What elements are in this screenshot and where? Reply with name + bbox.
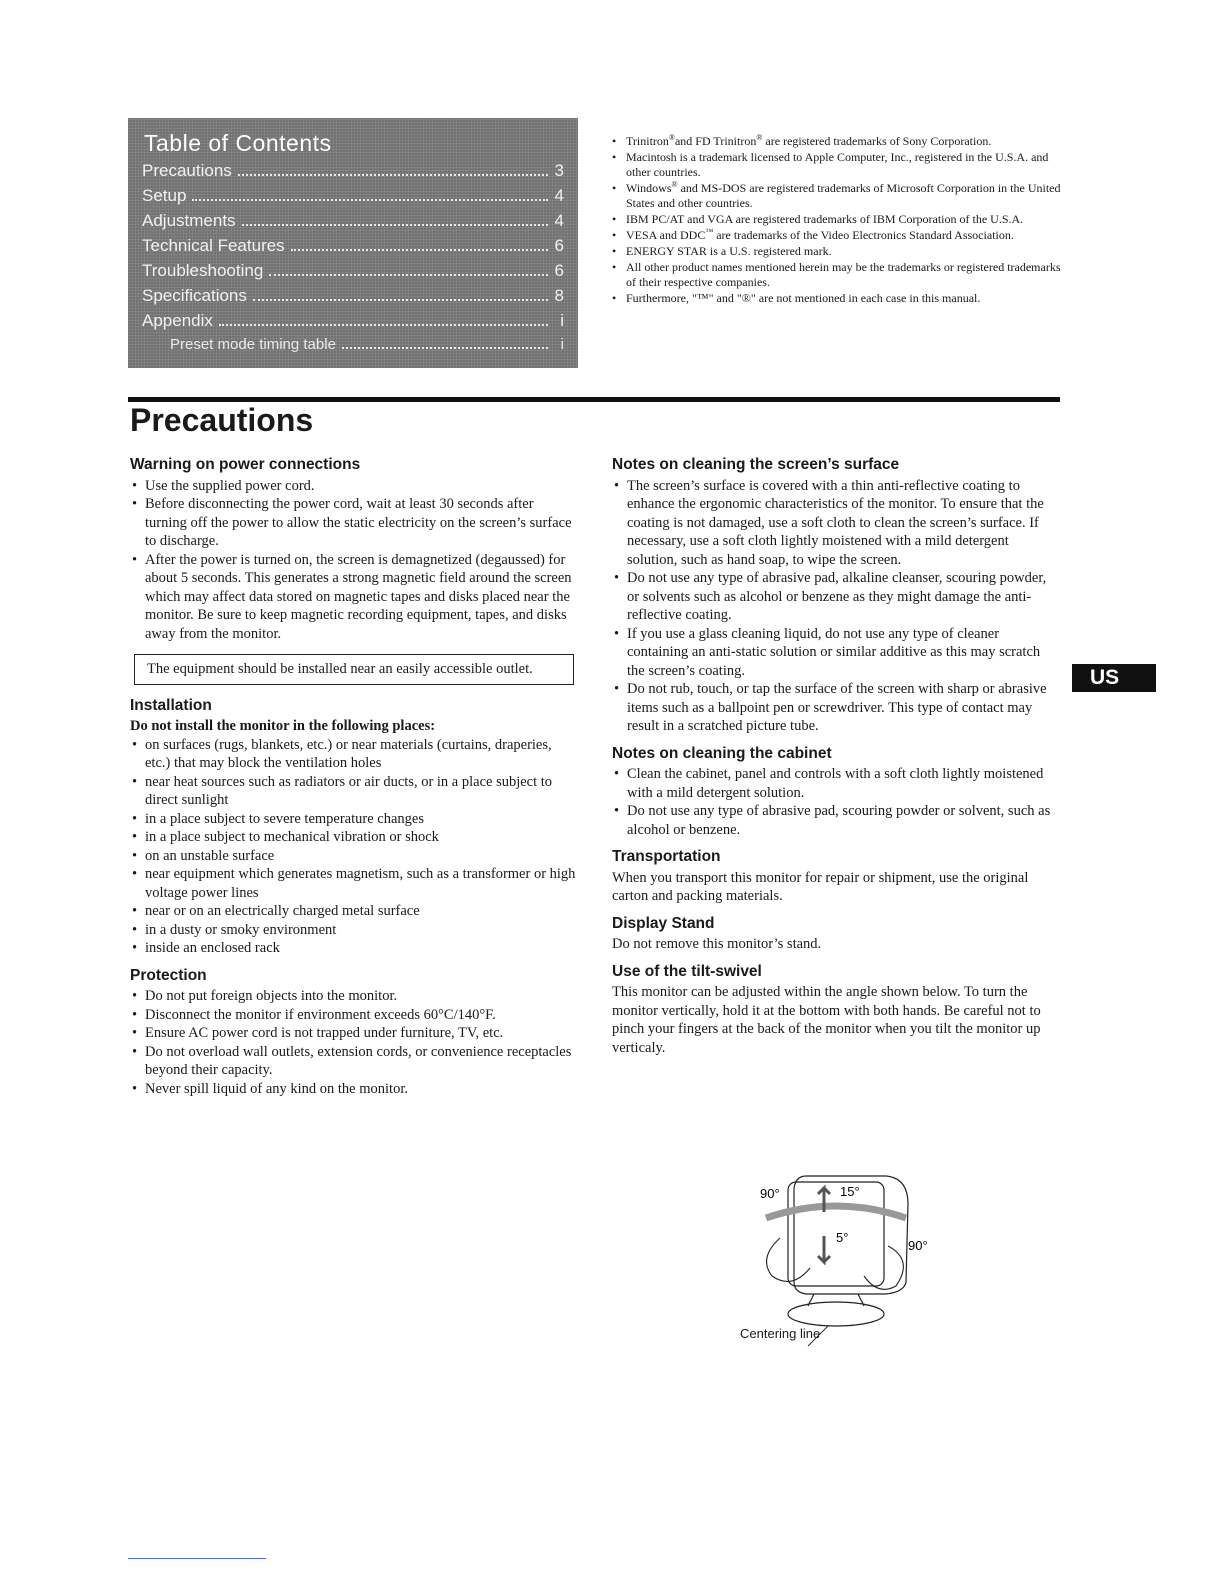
display-stand-section <box>612 915 1060 954</box>
figure-caption: Centering line <box>740 1326 821 1341</box>
trademark-item: • Trinitron®and FD Trinitron® are registered trademarks of Sony Corporation. <box>612 134 1062 149</box>
toc-entry-label: Technical Features <box>142 236 285 255</box>
cabinet-cleaning-section <box>612 745 1060 840</box>
toc-entry-troubleshooting[interactable] <box>142 261 564 286</box>
toc-entry-adjustments[interactable] <box>142 211 564 236</box>
list-item: • Ensure AC power cord is not trapped under furniture, TV, etc. <box>130 1024 578 1043</box>
transportation-section <box>612 848 1060 906</box>
toc-entry-page: 4 <box>554 211 564 230</box>
toc-entry-page: i <box>560 311 564 330</box>
trademark-item: • Furthermore, "™" and "®" are not mentioned in each case in this manual. <box>612 291 1062 306</box>
toc-entry-label: Adjustments <box>142 211 236 230</box>
table-of-contents <box>128 118 578 368</box>
left-column <box>130 456 578 1107</box>
paragraph: When you transport this monitor for repair or shipment, use the original carton and packing materials. <box>612 869 1029 904</box>
list-item: • Never spill liquid of any kind on the monitor. <box>130 1080 578 1099</box>
power-section <box>130 456 578 685</box>
toc-entry-setup[interactable] <box>142 186 564 211</box>
list-item: • on surfaces (rugs, blankets, etc.) or near materials (curtains, draperies, etc.) that may block the ventilation holes <box>130 736 578 773</box>
language-tab: US <box>1072 664 1156 692</box>
list-item: • Do not overload wall outlets, extension cords, or convenience receptacles beyond their capacity. <box>130 1043 578 1080</box>
paragraph: Do not remove this monitor’s stand. <box>612 936 822 952</box>
list-item: • Do not use any type of abrasive pad, scouring powder or solvent, such as alcohol or benzene. <box>612 802 1060 839</box>
angle-label-bottom: 5° <box>836 1230 849 1245</box>
list-item: • Clean the cabinet, panel and controls with a soft cloth lightly moistened with a mild detergent solution. <box>612 765 1060 802</box>
leader-dots <box>192 198 548 201</box>
section-heading: Use of the tilt-swivel <box>612 962 762 980</box>
leader-dots <box>291 248 548 251</box>
list-item: • in a place subject to severe temperature changes <box>130 810 578 829</box>
trademark-item: • Macintosh is a trademark licensed to Apple Computer, Inc., registered in the U.S.A. and other countries. <box>612 150 1062 180</box>
footer-rule <box>128 1558 266 1559</box>
note-box: The equipment should be installed near an easily accessible outlet. <box>134 654 574 685</box>
leader-dots <box>238 173 548 176</box>
leader-dots <box>269 273 548 276</box>
list-item: • in a dusty or smoky environment <box>130 921 578 940</box>
right-column <box>612 456 1060 1066</box>
trademark-item: • IBM PC/AT and VGA are registered trademarks of IBM Corporation of the U.S.A. <box>612 212 1062 227</box>
toc-entry-page: 6 <box>554 236 564 255</box>
toc-entry-page: 3 <box>554 161 564 180</box>
toc-entry-label: Setup <box>142 186 187 205</box>
trademark-list <box>612 134 1062 307</box>
tilt-swivel-section <box>612 963 1060 1058</box>
section-heading: Protection <box>130 966 207 984</box>
monitor-stand <box>788 1302 884 1326</box>
section-heading: Transportation <box>612 848 721 865</box>
leader-dots <box>342 346 548 349</box>
list-item: • If you use a glass cleaning liquid, do not use any type of cleaner containing an anti-static solution or similar additive as this may scratch the screen’s coating. <box>612 625 1060 681</box>
toc-entry-label: Appendix <box>142 311 213 330</box>
toc-entry-label: Precautions <box>142 161 232 180</box>
trademark-item: • All other product names mentioned herein may be the trademarks or registered trademarks of their respective companies. <box>612 260 1062 290</box>
page-title: Precautions <box>130 402 314 438</box>
paragraph: This monitor can be adjusted within the angle shown below. To turn the monitor vertically, hold it at the bottom with both hands. Be careful not to pinch your fingers at the back of the monitor when you tilt the monitor up verticaly. <box>612 984 1041 1056</box>
list-item: • inside an enclosed rack <box>130 939 578 958</box>
screen-cleaning-section <box>612 456 1060 736</box>
section-heading: Notes on cleaning the cabinet <box>612 744 832 762</box>
section-heading: Notes on cleaning the screen’s surface <box>612 456 900 473</box>
toc-entry-preset-mode-timing-table[interactable] <box>142 336 564 361</box>
list-item: • Disconnect the monitor if environment exceeds 60°C/140°F. <box>130 1006 578 1025</box>
angle-label-left: 90° <box>760 1186 780 1201</box>
protection-section <box>130 967 578 1099</box>
toc-entry-page: 4 <box>554 186 564 205</box>
list-item: • on an unstable surface <box>130 847 578 866</box>
list-item: • Before disconnecting the power cord, wait at least 30 seconds after turning off the power to allow the static electricity on the screen’s surface to discharge. <box>130 495 578 551</box>
trademark-item: • ENERGY STAR is a U.S. registered mark. <box>612 244 1062 259</box>
list-item: • After the power is turned on, the screen is demagnetized (degaussed) for about 5 seconds. This generates a strong magnetic field around the screen which may affect data stored on magnetic tapes and disks placed near the monitor. Be sure to keep magnetic recording equipment, tapes, and disks away from the monitor. <box>130 551 578 644</box>
toc-title: Table of Contents <box>144 130 332 156</box>
swivel-arc <box>766 1206 906 1218</box>
leader-dots <box>253 298 548 301</box>
list-item: • near heat sources such as radiators or air ducts, or in a place subject to direct sunlight <box>130 773 578 810</box>
list-item: • near equipment which generates magnetism, such as a transformer or high voltage power lines <box>130 865 578 902</box>
list-item: • Use the supplied power cord. <box>130 477 578 496</box>
toc-entry-page: 8 <box>554 286 564 305</box>
installation-section <box>130 697 578 958</box>
stand-neck <box>808 1294 864 1306</box>
trademark-item: • VESA and DDC™ are trademarks of the Video Electronics Standard Association. <box>612 228 1062 243</box>
section-heading: Display Stand <box>612 914 715 932</box>
toc-entry-technical-features[interactable] <box>142 236 564 261</box>
toc-entry-page: i <box>560 336 564 353</box>
angle-label-right: 90° <box>908 1238 928 1253</box>
toc-entry-label: Troubleshooting <box>142 261 264 280</box>
list-item: • Do not rub, touch, or tap the surface of the screen with sharp or abrasive items such as a ballpoint pen or screwdriver. This type of contact may result in a scratched picture tube. <box>612 680 1060 736</box>
toc-entry-label: Preset mode timing table <box>170 336 336 353</box>
angle-label-top: 15° <box>840 1184 860 1199</box>
section-heading: Warning on power connections <box>130 456 361 473</box>
leader-dots <box>242 223 548 226</box>
list-item: • The screen’s surface is covered with a thin anti-reflective coating to enhance the ergonomic characteristics of the monitor. To ensure that the coating is not damaged, use a soft cloth to clean the screen’s surface. If necessary, use a soft cloth lightly moistened with a mild detergent solution, such as hand soap, to wipe the screen. <box>612 477 1060 570</box>
toc-entry-precautions[interactable] <box>142 161 564 186</box>
toc-entry-appendix[interactable] <box>142 311 564 336</box>
subheading: Do not install the monitor in the following places: <box>130 718 436 734</box>
section-heading: Installation <box>130 696 212 714</box>
list-item: • Do not put foreign objects into the monitor. <box>130 987 578 1006</box>
leader-dots <box>219 323 548 326</box>
list-item: • in a place subject to mechanical vibration or shock <box>130 828 578 847</box>
toc-entry-page: 6 <box>554 261 564 280</box>
list-item: • Do not use any type of abrasive pad, alkaline cleanser, scouring powder, or solvents such as alcohol or benzene as they might damage the anti-reflective coating. <box>612 569 1060 625</box>
list-item: • near or on an electrically charged metal surface <box>130 902 578 921</box>
tilt-down-arrow <box>818 1236 830 1262</box>
toc-entry-label: Specifications <box>142 286 247 305</box>
trademark-item: • Windows® and MS-DOS are registered trademarks of Microsoft Corporation in the United States and other countries. <box>612 181 1062 211</box>
toc-entry-specifications[interactable] <box>142 286 564 311</box>
